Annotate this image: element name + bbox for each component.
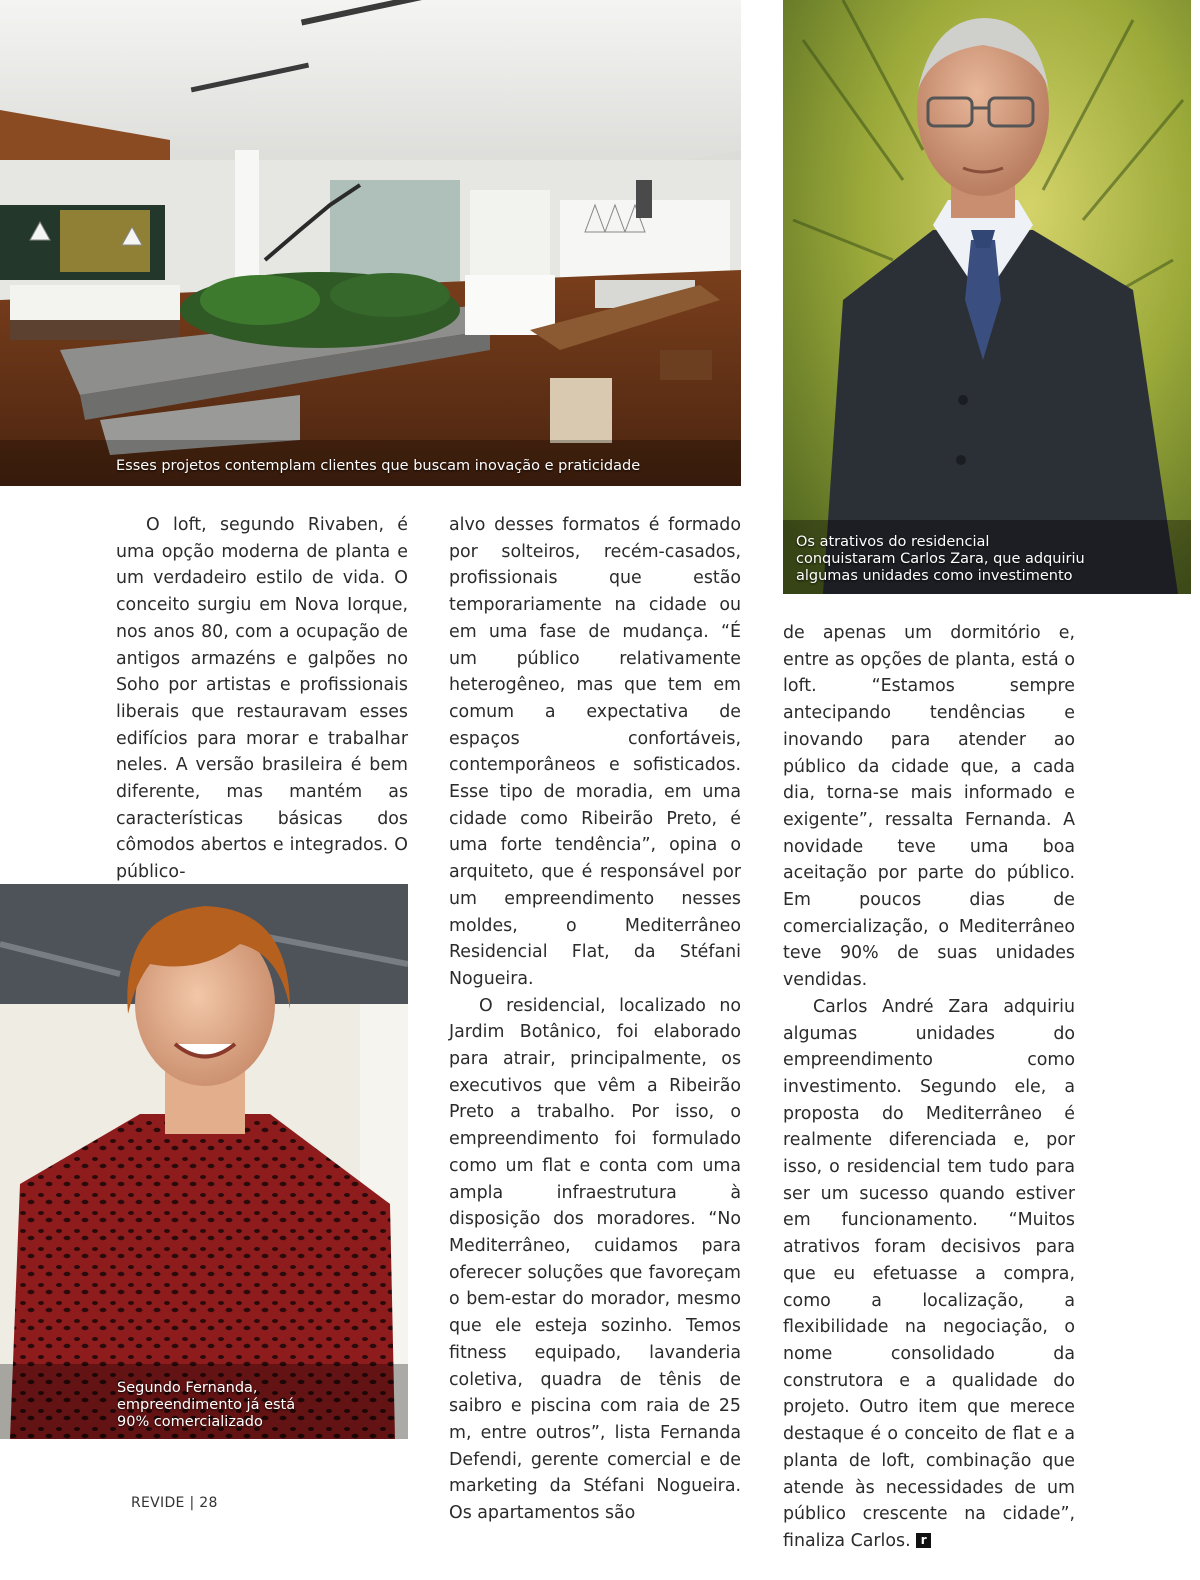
article-column-3 bbox=[783, 620, 1075, 1555]
article-paragraph: de apenas um dormitório e, entre as opções de planta, está o loft. “Estamos sempre antecipando tendências e inovando para atender ao público da cidade que, a cada dia, torna-se mais informado e exigente”, ressalta Fernanda. A novidade teve uma boa aceitação por parte do público. Em poucos dias de comercialização, o Mediterrâneo teve 90% de suas unidades vendidas. bbox=[783, 623, 1075, 991]
article-end-mark: r bbox=[916, 1533, 931, 1548]
article-paragraph-text: Carlos André Zara adquiriu algumas unidades do empreendimento como investimento. Segundo ele, a proposta do Mediterrâneo é realmente diferenciada e, por isso, o residencial tem tudo para ser um sucesso quando estiver em funcionamento. “Muitos atrativos foram decisivos para que eu efetuasse a compra, como a localização, a flexibilidade na negociação, o nome consolidado da construtora e a qualidade do projeto. Outro item que merece destaque é o conceito de flat e a planta de loft, combinação que atende às necessidades de um público crescente na cidade”, finaliza Carlos. bbox=[783, 996, 1075, 1551]
loft-photo-caption: Esses projetos contemplam clientes que buscam inovação e praticidade bbox=[116, 458, 641, 474]
carlos-caption-line-3: algumas unidades como investimento bbox=[796, 568, 1073, 584]
carlos-caption-line-1: Os atrativos do residencial bbox=[796, 534, 990, 550]
footer-separator: | bbox=[189, 1495, 195, 1511]
article-column-1 bbox=[116, 512, 408, 886]
fernanda-photo-caption bbox=[117, 1380, 402, 1431]
article-column-2 bbox=[449, 512, 741, 1527]
fernanda-caption-line-3: 90% comercializado bbox=[117, 1414, 263, 1430]
magazine-name: REVIDE bbox=[131, 1495, 185, 1511]
carlos-photo-caption bbox=[796, 534, 1186, 585]
fernanda-portrait-illustration bbox=[0, 884, 408, 1439]
carlos-portrait-illustration bbox=[783, 0, 1191, 594]
article-paragraph bbox=[783, 994, 1075, 1555]
page-number: 28 bbox=[199, 1495, 218, 1511]
fernanda-caption-line-2: empreendimento já está bbox=[117, 1397, 296, 1413]
article-paragraph: O residencial, localizado no Jardim Botânico, foi elaborado para atrair, principalmente, os executivos que vêm a Ribeirão Preto a trabalho. Por isso, o empreendimento foi formulado como um flat e conta com uma ampla infraestrutura à disposição dos moradores. “No Mediterrâneo, cuidamos para oferecer soluções que favoreçam o bem-estar do morador, mesmo que ele esteja sozinho. Temos fitness equipado, lavanderia coletiva, quadra de tênis de saibro e piscina com raia de 25 m, entre outros”, lista Fernanda Defendi, gerente comercial e de marketing da Stéfani Nogueira. Os apartamentos são bbox=[449, 995, 741, 1524]
article-paragraph: O loft, segundo Rivaben, é uma opção moderna de planta e um verdadeiro estilo de vida. O conceito surgiu em Nova Iorque, nos anos 80, com a ocupação de antigos armazéns e galpões no Soho por artistas e profissionais liberais que restauravam esses edifícios para morar e trabalhar neles. A versão brasileira é bem diferente, mas mantém as características básicas dos cômodos abertos e integrados. O público- bbox=[116, 515, 408, 883]
page-footer bbox=[131, 1495, 218, 1511]
fernanda-defendi-photo bbox=[0, 884, 408, 1439]
loft-photo bbox=[0, 0, 741, 486]
carlos-zara-photo bbox=[783, 0, 1191, 594]
loft-interior-illustration bbox=[0, 0, 741, 486]
carlos-caption-line-2: conquistaram Carlos Zara, que adquiriu bbox=[796, 551, 1085, 567]
article-paragraph: alvo desses formatos é formado por solteiros, recém-casados, profissionais que estão temporariamente na cidade ou em uma fase de mudança. “É um público relativamente heterogêneo, mas que tem em comum a expectativa de espaços confortáveis, contemporâneos e sofisticados. Esse tipo de moradia, em uma cidade como Ribeirão Preto, é uma forte tendência”, opina o arquiteto, que é responsável por um empreendimento nesses moldes, o Mediterrâneo Residencial Flat, da Stéfani Nogueira. bbox=[449, 515, 741, 989]
fernanda-caption-line-1: Segundo Fernanda, bbox=[117, 1380, 258, 1396]
